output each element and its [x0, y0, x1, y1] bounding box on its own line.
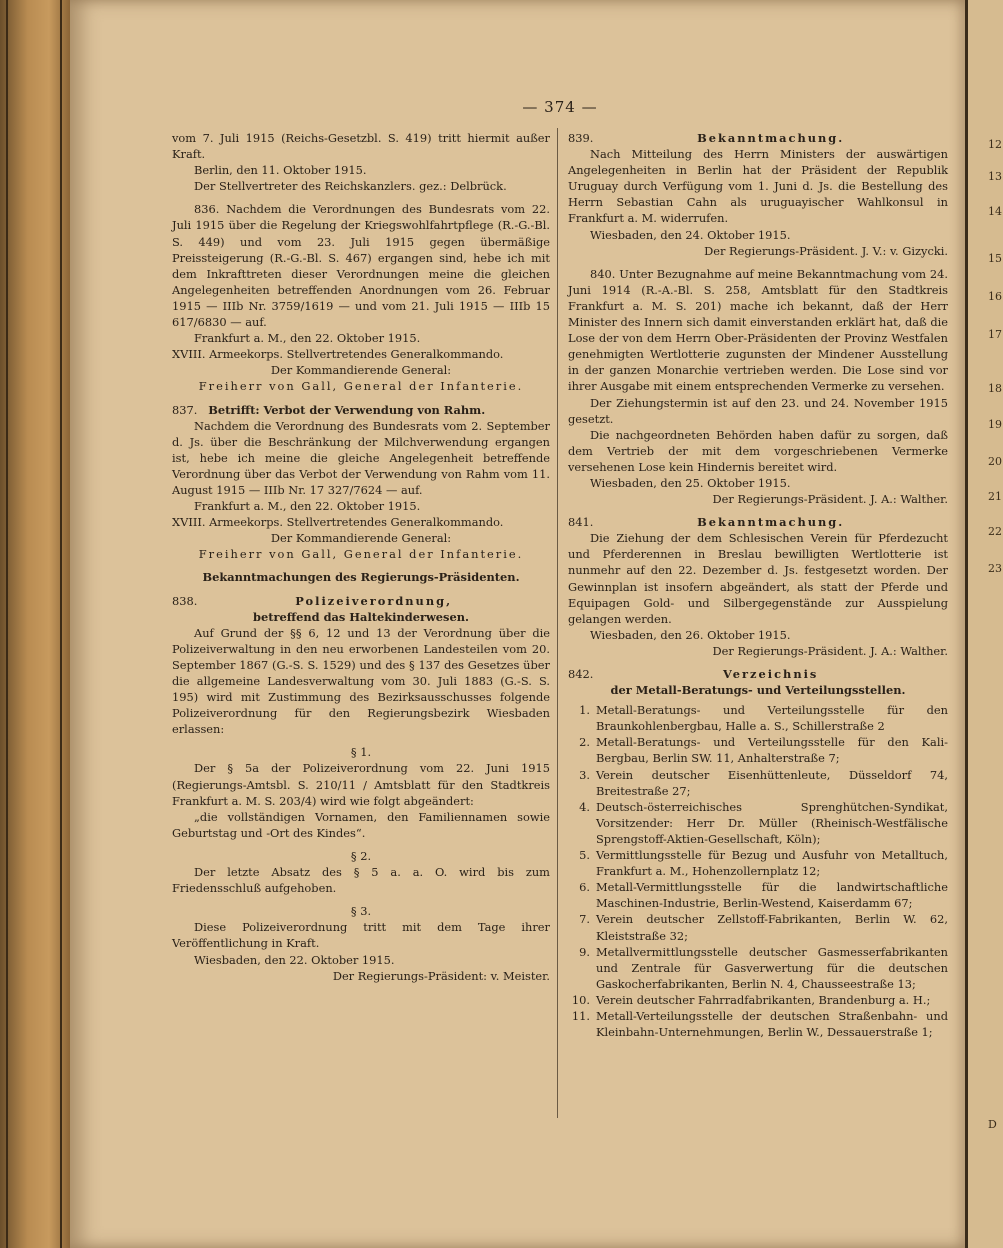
section-number: 841.	[568, 515, 594, 530]
paragraph-text: Der § 5a der Polizeiverordnung vom 22. Juni 1915 (Regierungs-Amtsbl. S. 210/11 / Amtsblatt für den Stadtkreis Frankfurt a. M. S. 203/4) wird wie folgt abgeändert:	[172, 761, 550, 808]
section-841-header	[568, 514, 948, 530]
left-column	[172, 130, 550, 984]
section-840	[568, 266, 948, 395]
section-text: Nachdem die Verordnung des Bundesrats vom 2. September d. Js. über die Beschränkung der Milchverwendung ergangen ist, hebe ich meine die gleiche Angelegenheit betreffende Verordnung über das Verbot der Verwendung von Rahm vom 11. August 1915 — IIIb Nr. 17 327/7624 — auf.	[172, 418, 550, 497]
paragraph-title: § 2.	[350, 848, 372, 863]
list-item: 1. Metall-Beratungs- und Verteilungsstelle für den Braunkohlenbergbau, Halle a. S., Schillerstraße 2	[579, 703, 948, 734]
section-text: Die Ziehung der dem Schlesischen Verein für Pferdezucht und Pferderennen in Breslau bewilligten Wertlotterie ist nunmehr auf den 22. Dezember d. Js. festgesetzt worden. Der Gewinnplan ist insofern abgeändert, als statt der Pferde und Equipagen Gold- und Silbergegenstände zur Ausspielung gelangen werden.	[568, 531, 948, 626]
paragraph-quote: „die vollständigen Vornamen, den Familiennamen sowie Geburtstag und -Ort des Kindes“.	[172, 809, 550, 840]
place-date: Wiesbaden, den 24. Oktober 1915.	[590, 227, 791, 242]
margin-number: D	[988, 1118, 997, 1131]
margin-number: 19	[988, 418, 1002, 431]
spine-edge	[60, 0, 62, 1248]
section-subtitle: der Metall-Beratungs- und Verteilungsstellen.	[610, 683, 906, 698]
margin-number: 15	[988, 252, 1002, 265]
role-line: Der Kommandierende General:	[270, 531, 452, 546]
section-title: Bekanntmachung.	[697, 131, 845, 145]
margin-number: 22	[988, 525, 1002, 538]
list-item: 10. Verein deutscher Fahrradfabrikanten, Brandenburg a. H.;	[571, 992, 931, 1007]
section-number: 842.	[568, 667, 594, 681]
role-line: Der Kommandierende General:	[270, 363, 452, 378]
margin-number: 12	[988, 138, 1002, 151]
list-item: 11. Metall-Verteilungsstelle der deutschen Straßenbahn- und Kleinbahn-Unternehmungen, Berlin W., Dessauerstraße 1;	[571, 1008, 948, 1040]
list-item: 3. Verein deutscher Eisenhüttenleute, Düsseldorf 74, Breitestraße 27;	[579, 767, 948, 798]
section-title: Betrifft: Verbot der Verwendung von Rahm.	[208, 402, 486, 417]
signature: Der Regierungs-Präsident. J. V.: v. Gizycki.	[704, 243, 948, 258]
intro-signature: Der Stellvertreter des Reichskanzlers. gez.: Delbrück.	[194, 179, 507, 194]
paragraph-text: Diese Polizeiverordnung tritt mit dem Tage ihrer Veröffentlichung in Kraft.	[172, 920, 550, 951]
section-836	[172, 201, 550, 330]
intro-text: vom 7. Juli 1915 (Reichs-Gesetzbl. S. 419) tritt hiermit außer Kraft.	[172, 131, 550, 162]
book-spine	[0, 0, 70, 1248]
list-item: 2. Metall-Beratungs- und Verteilungsstelle für den Kali-Bergbau, Berlin SW. 11, Anhalterstraße 7;	[579, 735, 948, 766]
section-title: Verzeichnis	[723, 667, 819, 681]
margin-number: 20	[988, 455, 1002, 468]
adjacent-page-strip	[965, 0, 1003, 1248]
section-number: 840.	[590, 266, 616, 281]
section-text: Unter Bezugnahme auf meine Bekanntmachung vom 24. Juni 1914 (R.-A.-Bl. S. 258, Amtsblatt für den Stadtkreis Frankfurt a. M. S. 201) mache ich bekannt, daß der Herr Minister des Innern sich damit einverstanden erklärt hat, daß die Lose der von dem Herrn Ober-Präsidenten der Provinz Westfalen genehmigten Wertlotterie zugunsten der Mindener Ausstellung in der ganzen Monarchie vertrieben werden. Die Lose sind vor ihrer Ausgabe mit einem entsprechenden Vermerke zu versehen.	[568, 266, 949, 394]
section-text: Nachdem die Verordnungen des Bundesrats vom 22. Juli 1915 über die Regelung der Kriegswohlfahrtpflege (R.-G.-Bl. S. 449) und vom 23. Juli 1915 gegen übermäßige Preissteigerung (R.-G.-Bl. S. 467) ergangen sind, hebe ich mit dem Inkrafttreten dieser Verordnungen meine die gleichen Angelegenheiten betreffenden Anordnungen vom 26. Februar 1915 — IIIb Nr. 3759/1619 — und vom 21. Juli 1915 — IIIb 15 617/6830 — auf.	[172, 202, 550, 330]
signature: Freiherr von Gall, General der Infanterie.	[198, 547, 524, 562]
section-842-header	[568, 666, 948, 682]
section-text: Nach Mitteilung des Herrn Ministers der auswärtigen Angelegenheiten in Berlin hat der Präsident der Republik Uruguay durch Verfügung vom 1. Juni d. Js. die Bestellung des Herrn Sebastian Cahn als uruguayischer Wahlkonsul in Frankfurt a. M. widerrufen.	[568, 147, 948, 226]
margin-number: 14	[988, 205, 1002, 218]
paragraph-text: Der letzte Absatz des § 5 a. a. O. wird bis zum Friedensschluß aufgehoben.	[172, 865, 550, 896]
paragraph-title: § 1.	[350, 745, 372, 760]
list-item: 9. Metallvermittlungsstelle deutscher Gasmesserfabrikanten und Zentrale für Gasverwertung für die deutschen Gaskocherfabrikanten, Berlin N. 4, Chausseestraße 13;	[579, 944, 948, 991]
section-number: 836.	[194, 202, 220, 217]
list-item: 5. Vermittlungsstelle für Bezug und Ausfuhr von Metalltuch, Frankfurt a. M., Hohenzollernplatz 12;	[579, 848, 948, 879]
place-date: Frankfurt a. M., den 22. Oktober 1915.	[194, 499, 421, 514]
intro-place-date: Berlin, den 11. Oktober 1915.	[194, 163, 367, 178]
section-839-header	[568, 130, 948, 146]
corps-line: XVIII. Armeekorps. Stellvertretendes Generalkommando.	[172, 515, 504, 530]
section-837-header	[172, 402, 550, 418]
place-date: Wiesbaden, den 26. Oktober 1915.	[590, 627, 791, 642]
list-item: 6. Metall-Vermittlungsstelle für die landwirtschaftliche Maschinen-Industrie, Berlin-Westend, Kaiserdamm 67;	[579, 880, 948, 911]
section-838-header	[172, 593, 550, 609]
spine-edge	[6, 0, 8, 1248]
corps-line: XVIII. Armeekorps. Stellvertretendes Generalkommando.	[172, 347, 504, 362]
margin-number: 16	[988, 290, 1002, 303]
column-divider	[557, 128, 558, 1118]
paragraph-title: § 3.	[350, 904, 372, 919]
margin-number: 23	[988, 562, 1002, 575]
signature: Freiherr von Gall, General der Infanterie.	[198, 379, 524, 394]
place-date: Wiesbaden, den 25. Oktober 1915.	[590, 475, 791, 490]
page-number: — 374 —	[522, 98, 598, 116]
section-title: Bekanntmachung.	[697, 515, 845, 530]
signature: Der Regierungs-Präsident. J. A.: Walther.	[712, 492, 948, 507]
section-text: Die nachgeordneten Behörden haben dafür zu sorgen, daß dem Vertrieb der mit dem vorgeschriebenen Vermerke versehenen Lose kein Hindernis bereitet wird.	[568, 427, 948, 474]
list-item: 7. Verein deutscher Zellstoff-Fabrikanten, Berlin W. 62, Kleiststraße 32;	[579, 912, 948, 943]
section-text: Auf Grund der §§ 6, 12 und 13 der Verordnung über die Polizeiverwaltung in den neu erworbenen Landesteilen vom 20. September 1867 (G.-S. S. 1529) und des § 137 des Gesetzes über die allgemeine Landesverwaltung vom 30. Juli 1883 (G.-S. S. 195) wird mit Zustimmung des Bezirksausschusses folgende Polizeiverordnung für den Regierungsbezirk Wiesbaden erlassen:	[172, 625, 550, 737]
section-number: 838.	[172, 593, 198, 608]
margin-number: 18	[988, 382, 1002, 395]
margin-number: 13	[988, 170, 1002, 183]
section-number: 837.	[172, 402, 198, 417]
section-text: Der Ziehungstermin ist auf den 23. und 24. November 1915 gesetzt.	[568, 395, 948, 426]
margin-number: 17	[988, 328, 1002, 341]
signature: Der Regierungs-Präsident: v. Meister.	[332, 968, 550, 983]
section-title: Polizeiverordnung,	[295, 593, 453, 608]
right-column	[568, 130, 948, 1040]
section-subtitle: betreffend das Haltekinderwesen.	[253, 609, 469, 624]
directory-list	[568, 702, 948, 1040]
list-item: 4. Deutsch-österreichisches Sprenghütchen-Syndikat, Vorsitzender: Herr Dr. Müller (Rheinisch-Westfälische Sprengstoff-Aktien-Gesellschaft, Köln);	[579, 799, 948, 846]
margin-number: 21	[988, 490, 1002, 503]
place-date: Wiesbaden, den 22. Oktober 1915.	[194, 952, 395, 967]
place-date: Frankfurt a. M., den 22. Oktober 1915.	[194, 331, 421, 346]
section-heading: Bekanntmachungen des Regierungs-Präsidenten.	[202, 570, 520, 585]
signature: Der Regierungs-Präsident. J. A.: Walther.	[712, 643, 948, 658]
section-number: 839.	[568, 131, 594, 145]
